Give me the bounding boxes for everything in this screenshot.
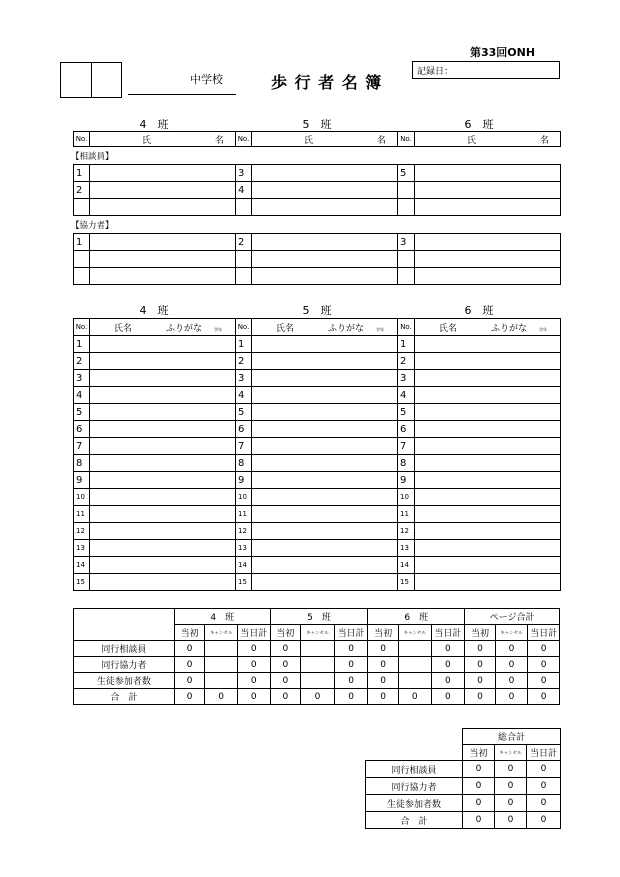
row-number: 4 [398, 387, 415, 404]
name-header: 氏 名 [252, 132, 398, 147]
row-number: 15 [236, 574, 252, 591]
student-row [74, 506, 561, 523]
row-number: 10 [236, 489, 252, 506]
summary-row-label: 生徒参加者数 [74, 673, 175, 689]
student-name-cell[interactable] [90, 557, 236, 574]
row-number: 2 [74, 182, 90, 199]
name-cell[interactable] [415, 234, 561, 251]
row-number: 12 [74, 523, 90, 540]
grand-total-value-cell[interactable]: 0 [495, 795, 527, 812]
row-number: 1 [74, 234, 90, 251]
row-number: 1 [236, 336, 252, 353]
student-name-cell[interactable] [415, 472, 561, 489]
summary-value-cell[interactable]: 0 [270, 673, 301, 689]
summary-group-6: 6 班 [368, 609, 465, 625]
summary-subheader: キャンセル [398, 625, 431, 641]
no-header: No. [398, 132, 415, 147]
row-number: 4 [236, 182, 252, 199]
student-row [74, 336, 561, 353]
student-row [74, 404, 561, 421]
page-title: 歩 行 者 名 簿 [271, 73, 383, 92]
summary-value-cell[interactable]: 0 [495, 673, 528, 689]
student-name-cell[interactable] [90, 421, 236, 438]
row-number: 8 [398, 455, 415, 472]
row-number: 4 [236, 387, 252, 404]
student-row [74, 353, 561, 370]
name-cell[interactable] [252, 268, 398, 285]
grand-total-value-cell[interactable]: 0 [527, 795, 561, 812]
row-number: 5 [236, 404, 252, 421]
summary-value-cell[interactable]: 0 [334, 673, 368, 689]
summary-subheader: 当日計 [528, 625, 560, 641]
row-number [236, 251, 252, 268]
summary-value-cell[interactable]: 0 [431, 673, 465, 689]
summary-value-cell[interactable]: 0 [237, 689, 270, 705]
row-number: 11 [398, 506, 415, 523]
name-cell[interactable] [252, 251, 398, 268]
grand-total-row-label: 同行相談員 [366, 761, 463, 778]
summary-value-cell[interactable]: 0 [465, 673, 496, 689]
summary-subheader: 当初 [465, 625, 496, 641]
grand-total-value-cell[interactable]: 0 [463, 812, 495, 829]
row-number: 5 [74, 404, 90, 421]
name-cell[interactable] [90, 234, 236, 251]
student-name-cell[interactable] [90, 506, 236, 523]
name-cell[interactable] [252, 234, 398, 251]
summary-value-cell[interactable] [398, 657, 431, 673]
student-name-cell[interactable] [252, 455, 398, 472]
summary-value-cell[interactable] [301, 657, 335, 673]
name-cell[interactable] [90, 268, 236, 285]
summary-subheader: 当初 [174, 625, 205, 641]
student-name-cell[interactable] [252, 540, 398, 557]
row-number [236, 199, 252, 216]
student-row [74, 523, 561, 540]
summary-page-total: ページ合計 [465, 609, 560, 625]
grand-total-value-cell[interactable]: 0 [495, 778, 527, 795]
name-cell[interactable] [252, 182, 398, 199]
summary-value-cell[interactable]: 0 [174, 657, 205, 673]
student-name-cell[interactable] [415, 421, 561, 438]
summary-value-cell[interactable]: 0 [495, 641, 528, 657]
record-date-box[interactable] [412, 61, 560, 79]
student-name-cell[interactable] [252, 438, 398, 455]
summary-value-cell[interactable]: 0 [270, 641, 301, 657]
student-name-cell[interactable] [252, 506, 398, 523]
student-name-cell[interactable] [90, 455, 236, 472]
student-name-cell[interactable] [252, 489, 398, 506]
grand-total-row [366, 761, 561, 778]
grand-total-subheader: キャンセル [495, 745, 527, 761]
row-number: 8 [236, 455, 252, 472]
row-number: 7 [236, 438, 252, 455]
summary-value-cell[interactable]: 0 [174, 689, 205, 705]
summary-value-cell[interactable] [205, 657, 238, 673]
name-cell[interactable] [90, 182, 236, 199]
name-kana-header: 氏名 ふりがな 学年 [415, 319, 561, 336]
student-name-cell[interactable] [415, 523, 561, 540]
name-cell[interactable] [252, 165, 398, 182]
row-number [398, 251, 415, 268]
student-name-cell[interactable] [90, 336, 236, 353]
student-name-cell[interactable] [252, 523, 398, 540]
student-name-cell[interactable] [415, 438, 561, 455]
summary-value-cell[interactable]: 0 [270, 657, 301, 673]
school-code-box-2[interactable] [90, 62, 122, 98]
row-number: 3 [236, 165, 252, 182]
row-number: 13 [236, 540, 252, 557]
summary-value-cell[interactable]: 0 [237, 673, 270, 689]
name-cell[interactable] [90, 199, 236, 216]
summary-row [74, 641, 560, 657]
row-number: 13 [74, 540, 90, 557]
row-number: 7 [74, 438, 90, 455]
student-row [74, 574, 561, 591]
student-name-cell[interactable] [415, 489, 561, 506]
student-name-cell[interactable] [415, 404, 561, 421]
no-header: No. [398, 319, 415, 336]
row-number [74, 199, 90, 216]
row-number: 2 [236, 353, 252, 370]
summary-subheader: 当日計 [237, 625, 270, 641]
student-row [74, 387, 561, 404]
summary-value-cell[interactable]: 0 [495, 657, 528, 673]
grand-total-value-cell[interactable]: 0 [495, 761, 527, 778]
student-name-cell[interactable] [90, 387, 236, 404]
name-cell[interactable] [252, 199, 398, 216]
student-row [74, 472, 561, 489]
row-number: 3 [398, 370, 415, 387]
summary-value-cell[interactable]: 0 [431, 689, 465, 705]
summary-value-cell[interactable]: 0 [528, 673, 560, 689]
grand-total-value-cell[interactable]: 0 [463, 761, 495, 778]
grand-total-subheader: 当日計 [527, 745, 561, 761]
student-name-cell[interactable] [415, 455, 561, 472]
record-date-label: 記録日： [417, 67, 454, 77]
row-number: 1 [398, 336, 415, 353]
student-row [74, 370, 561, 387]
row-number: 13 [398, 540, 415, 557]
summary-value-cell[interactable]: 0 [431, 641, 465, 657]
summary-value-cell[interactable]: 0 [368, 689, 399, 705]
student-name-cell[interactable] [252, 370, 398, 387]
student-name-cell[interactable] [90, 404, 236, 421]
name-cell[interactable] [415, 251, 561, 268]
grand-total-value-cell[interactable]: 0 [463, 795, 495, 812]
summary-table [73, 608, 560, 705]
student-row [74, 540, 561, 557]
name-cell[interactable] [415, 165, 561, 182]
student-name-cell[interactable] [415, 353, 561, 370]
student-name-cell[interactable] [90, 438, 236, 455]
student-row [74, 489, 561, 506]
summary-row-label: 同行協力者 [74, 657, 175, 673]
school-code-box-1[interactable] [60, 62, 92, 98]
summary-subheader: 当初 [270, 625, 301, 641]
table1-group-6: 6 班 [464, 118, 494, 131]
student-table [73, 318, 561, 591]
student-name-cell[interactable] [252, 421, 398, 438]
name-header: 氏 名 [415, 132, 561, 147]
summary-value-cell[interactable]: 0 [528, 657, 560, 673]
row-number [74, 268, 90, 285]
summary-subheader: 当日計 [431, 625, 465, 641]
row-number [398, 182, 415, 199]
row-number: 14 [398, 557, 415, 574]
student-row [74, 455, 561, 472]
summary-value-cell[interactable]: 0 [237, 657, 270, 673]
counselor-section-label: 【相談員】 [71, 152, 114, 162]
name-cell[interactable] [90, 165, 236, 182]
row-number: 9 [398, 472, 415, 489]
name-kana-header: 氏名 ふりがな 学年 [252, 319, 398, 336]
summary-value-cell[interactable]: 0 [334, 689, 368, 705]
student-name-cell[interactable] [415, 336, 561, 353]
summary-value-cell[interactable] [205, 641, 238, 657]
row-number: 9 [236, 472, 252, 489]
name-kana-header: 氏名 ふりがな 学年 [90, 319, 236, 336]
grand-total-title: 総合計 [463, 729, 561, 745]
summary-value-cell[interactable]: 0 [174, 641, 205, 657]
table2-group-6: 6 班 [464, 304, 494, 317]
grand-total-value-cell[interactable]: 0 [527, 778, 561, 795]
student-name-cell[interactable] [252, 387, 398, 404]
row-number: 2 [74, 353, 90, 370]
no-header: No. [236, 319, 252, 336]
row-number: 1 [74, 165, 90, 182]
table2-group-4: 4 班 [139, 304, 169, 317]
student-name-cell[interactable] [415, 557, 561, 574]
summary-value-cell[interactable] [205, 673, 238, 689]
summary-value-cell[interactable]: 0 [465, 689, 496, 705]
row-number: 15 [74, 574, 90, 591]
row-number: 3 [398, 234, 415, 251]
summary-value-cell[interactable]: 0 [368, 673, 399, 689]
table1-group-4: 4 班 [139, 118, 169, 131]
row-number: 15 [398, 574, 415, 591]
summary-row-label: 同行相談員 [74, 641, 175, 657]
no-header: No. [74, 132, 90, 147]
row-number: 4 [74, 387, 90, 404]
summary-subheader: キャンセル [205, 625, 238, 641]
student-name-cell[interactable] [90, 523, 236, 540]
row-number: 5 [398, 165, 415, 182]
student-name-cell[interactable] [252, 336, 398, 353]
grand-total-row [366, 812, 561, 829]
table2-group-5: 5 班 [302, 304, 332, 317]
school-name-underline[interactable] [128, 94, 236, 95]
summary-value-cell[interactable]: 0 [334, 657, 368, 673]
school-suffix: 中学校 [190, 73, 223, 86]
row-number: 2 [236, 234, 252, 251]
grand-total-subheader: 当初 [463, 745, 495, 761]
grand-total-row-label: 生徒参加者数 [366, 795, 463, 812]
name-cell[interactable] [415, 182, 561, 199]
row-number: 6 [398, 421, 415, 438]
row-number: 6 [74, 421, 90, 438]
summary-value-cell[interactable]: 0 [431, 657, 465, 673]
summary-subheader: 当日計 [334, 625, 368, 641]
row-number: 12 [236, 523, 252, 540]
row-number: 6 [236, 421, 252, 438]
summary-value-cell[interactable]: 0 [301, 689, 335, 705]
row-number: 10 [398, 489, 415, 506]
summary-value-cell[interactable]: 0 [398, 689, 431, 705]
row-number: 14 [74, 557, 90, 574]
grand-total-value-cell[interactable]: 0 [495, 812, 527, 829]
grand-total-row [366, 795, 561, 812]
student-name-cell[interactable] [415, 574, 561, 591]
summary-value-cell[interactable]: 0 [465, 657, 496, 673]
summary-row-label: 合 計 [74, 689, 175, 705]
summary-value-cell[interactable] [398, 641, 431, 657]
grand-total-value-cell[interactable]: 0 [527, 761, 561, 778]
row-number: 11 [236, 506, 252, 523]
student-name-cell[interactable] [252, 472, 398, 489]
summary-subheader: 当初 [368, 625, 399, 641]
student-row [74, 438, 561, 455]
name-cell[interactable] [415, 199, 561, 216]
row-number: 7 [398, 438, 415, 455]
summary-row [74, 657, 560, 673]
summary-value-cell[interactable]: 0 [528, 689, 560, 705]
row-number: 10 [74, 489, 90, 506]
student-name-cell[interactable] [90, 370, 236, 387]
summary-group-4: 4 班 [174, 609, 270, 625]
row-number: 2 [398, 353, 415, 370]
student-name-cell[interactable] [252, 353, 398, 370]
summary-value-cell[interactable]: 0 [368, 641, 399, 657]
name-cell[interactable] [90, 251, 236, 268]
row-number: 9 [74, 472, 90, 489]
summary-value-cell[interactable]: 0 [528, 641, 560, 657]
summary-value-cell[interactable] [398, 673, 431, 689]
row-number: 5 [398, 404, 415, 421]
student-name-cell[interactable] [90, 489, 236, 506]
name-header: 氏 名 [90, 132, 236, 147]
summary-value-cell[interactable]: 0 [495, 689, 528, 705]
student-name-cell[interactable] [252, 574, 398, 591]
student-table-header [74, 319, 561, 336]
grand-total-value-cell[interactable]: 0 [527, 812, 561, 829]
student-name-cell[interactable] [90, 540, 236, 557]
row-number: 1 [74, 336, 90, 353]
helper-table [73, 233, 561, 285]
grand-total-row-label: 同行協力者 [366, 778, 463, 795]
name-cell[interactable] [415, 268, 561, 285]
summary-row [74, 689, 560, 705]
grand-total-row-label: 合 計 [366, 812, 463, 829]
row-number: 11 [74, 506, 90, 523]
counselor-table [73, 164, 561, 216]
student-name-cell[interactable] [415, 506, 561, 523]
summary-value-cell[interactable]: 0 [270, 689, 301, 705]
helper-section-label: 【協力者】 [71, 221, 114, 231]
row-number: 3 [74, 370, 90, 387]
summary-row [74, 673, 560, 689]
table1-group-5: 5 班 [302, 118, 332, 131]
summary-value-cell[interactable]: 0 [174, 673, 205, 689]
student-name-cell[interactable] [415, 370, 561, 387]
row-number [398, 199, 415, 216]
no-header: No. [74, 319, 90, 336]
grand-total-row [366, 778, 561, 795]
row-number: 14 [236, 557, 252, 574]
row-number: 3 [236, 370, 252, 387]
row-number [398, 268, 415, 285]
row-number: 12 [398, 523, 415, 540]
student-name-cell[interactable] [252, 404, 398, 421]
summary-corner [74, 609, 175, 641]
event-label: 第33回ONH [470, 46, 536, 59]
no-header: No. [236, 132, 252, 147]
student-row [74, 421, 561, 438]
summary-subheader: キャンセル [495, 625, 528, 641]
summary-value-cell[interactable] [301, 673, 335, 689]
grand-total-value-cell[interactable]: 0 [463, 778, 495, 795]
summary-value-cell[interactable] [301, 641, 335, 657]
summary-group-5: 5 班 [270, 609, 368, 625]
summary-value-cell[interactable]: 0 [334, 641, 368, 657]
table1-header [73, 131, 561, 147]
row-number [236, 268, 252, 285]
summary-value-cell[interactable]: 0 [465, 641, 496, 657]
student-name-cell[interactable] [252, 557, 398, 574]
summary-subheader: キャンセル [301, 625, 335, 641]
summary-value-cell[interactable]: 0 [368, 657, 399, 673]
summary-value-cell[interactable]: 0 [237, 641, 270, 657]
student-row [74, 557, 561, 574]
student-name-cell[interactable] [415, 387, 561, 404]
row-number: 8 [74, 455, 90, 472]
student-name-cell[interactable] [90, 472, 236, 489]
student-name-cell[interactable] [415, 540, 561, 557]
student-name-cell[interactable] [90, 574, 236, 591]
summary-value-cell[interactable]: 0 [205, 689, 238, 705]
grand-total-table [365, 728, 561, 829]
student-name-cell[interactable] [90, 353, 236, 370]
row-number [74, 251, 90, 268]
